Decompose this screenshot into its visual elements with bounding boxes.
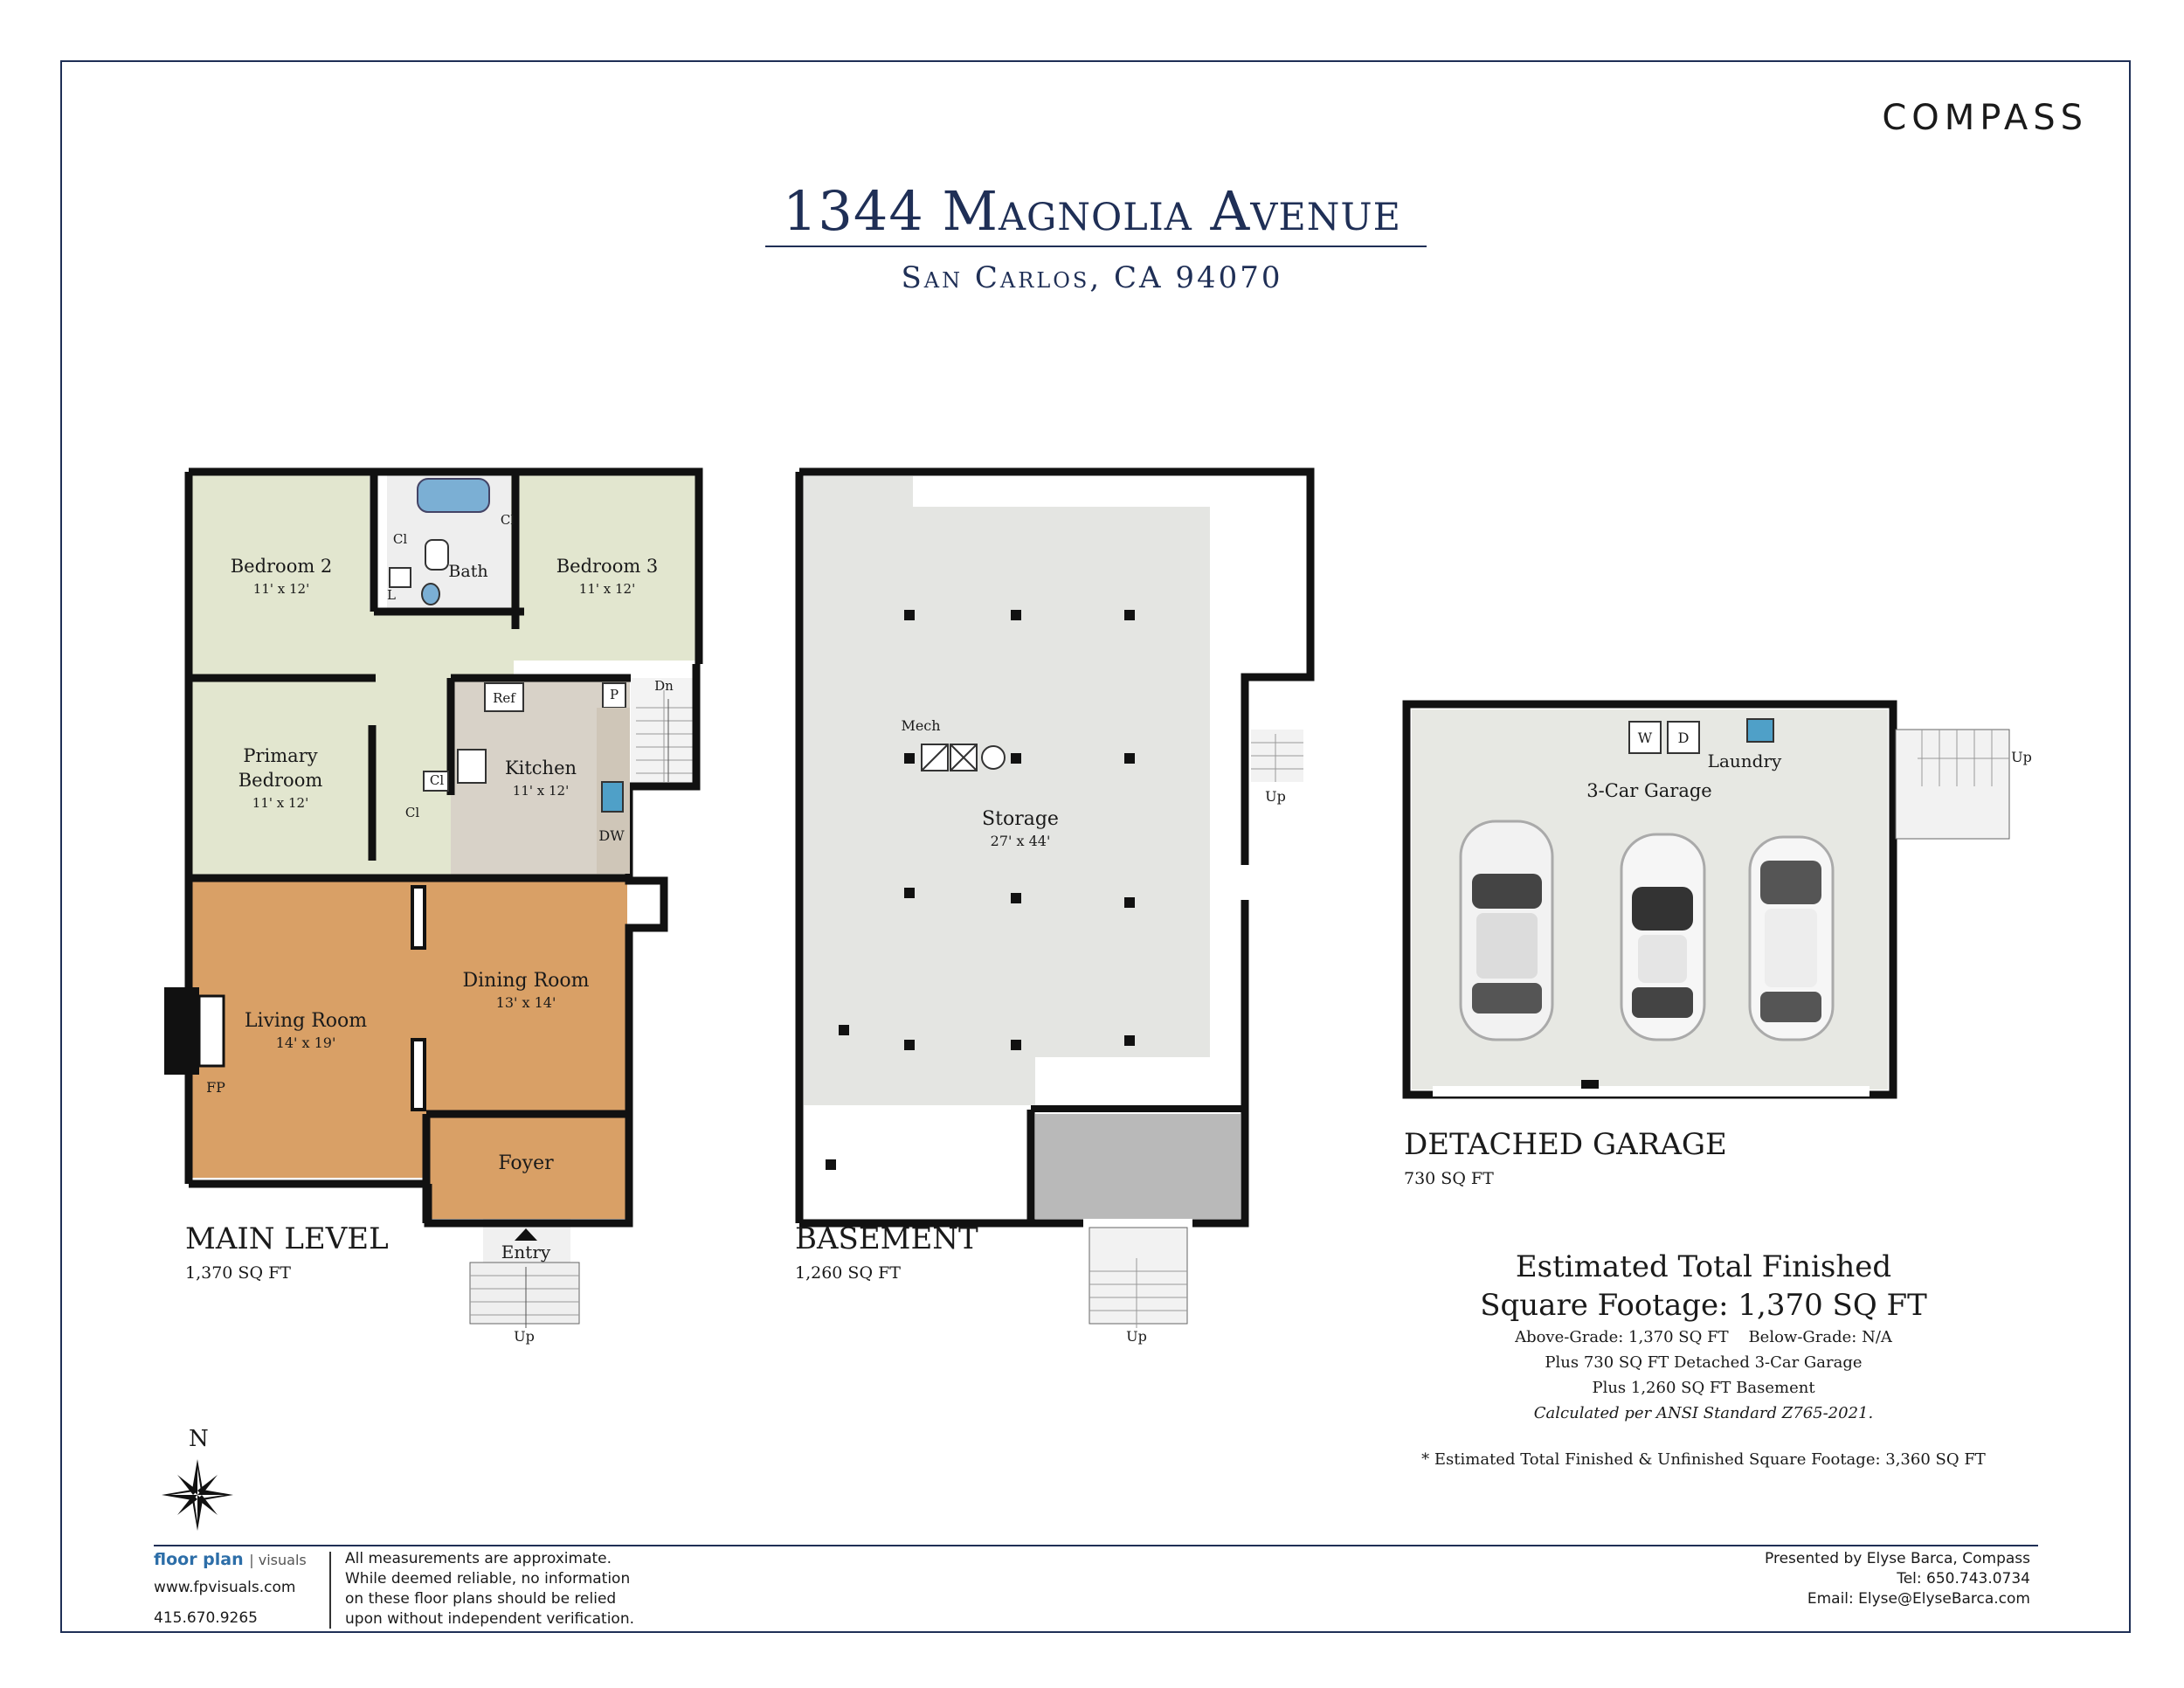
closet-label-bed3: Cl xyxy=(500,512,515,528)
disclaimer xyxy=(345,1549,634,1629)
disclaimer-line-1: All measurements are approximate. xyxy=(345,1550,612,1567)
car-3 xyxy=(1750,837,1833,1040)
summary-basement: Plus 1,260 SQ FT Basement xyxy=(1592,1379,1815,1397)
garage-room-label: 3-Car Garage xyxy=(1586,780,1712,801)
property-subtitle: San Carlos, CA 94070 xyxy=(901,260,1283,295)
washer-label: W xyxy=(1637,730,1653,746)
basement-sqft: 1,260 SQ FT xyxy=(795,1263,901,1283)
dishwasher-label: DW xyxy=(598,827,625,844)
stair-dn-label: Dn xyxy=(654,678,674,694)
compass-logo: COMPASS xyxy=(1882,98,2088,138)
agent-email: Email: Elyse@ElyseBarca.com xyxy=(1807,1590,2030,1608)
living-label: Living Room xyxy=(244,1010,368,1032)
agent-phone: Tel: 650.743.0734 xyxy=(1897,1570,2030,1588)
basement-stair-up-label: Up xyxy=(1126,1328,1147,1345)
dining-dim: 13' x 14' xyxy=(495,994,556,1011)
bedroom2-dim: 11' x 12' xyxy=(252,581,310,597)
fpvisuals-logo xyxy=(154,1550,307,1569)
property-title: 1344 Magnolia Avenue xyxy=(782,179,1402,243)
bedroom2-label: Bedroom 2 xyxy=(230,556,333,577)
laundry-label: Laundry xyxy=(1707,751,1782,771)
pantry-label: P xyxy=(609,687,619,702)
primary-dim: 11' x 12' xyxy=(252,795,309,811)
compass-rose-icon xyxy=(162,1459,233,1531)
sqft-summary xyxy=(1380,1248,2027,1426)
fp-brand-suffix: | visuals xyxy=(249,1552,307,1568)
disclaimer-line-3: on these floor plans should be relied xyxy=(345,1590,617,1608)
entry-label: Entry xyxy=(501,1242,551,1263)
closet-label-primary-2: Cl xyxy=(404,805,420,820)
kitchen-label: Kitchen xyxy=(504,758,577,778)
garage-sqft: 730 SQ FT xyxy=(1404,1169,1494,1188)
agent-contact xyxy=(1765,1549,2030,1609)
disclaimer-line-4: upon without independent verification. xyxy=(345,1610,634,1628)
disclaimer-line-2: While deemed reliable, no information xyxy=(345,1570,631,1588)
summary-above-below: Above-Grade: 1,370 SQ FT Below-Grade: N/A xyxy=(1515,1328,1892,1346)
garage-up-label: Up xyxy=(2011,749,2032,765)
mech-label: Mech xyxy=(901,717,941,734)
bedroom3-dim: 11' x 12' xyxy=(578,581,636,597)
foyer-label: Foyer xyxy=(498,1152,554,1174)
summary-line-2: Square Footage: 1,370 SQ FT xyxy=(1480,1288,1927,1323)
bedroom3-label: Bedroom 3 xyxy=(556,556,659,577)
ref-label: Ref xyxy=(493,690,515,706)
closet-label-primary: Cl xyxy=(429,772,445,788)
footer-divider xyxy=(329,1552,331,1629)
main-level-sqft: 1,370 SQ FT xyxy=(185,1263,291,1283)
kitchen-dim: 11' x 12' xyxy=(512,783,570,799)
total-note: * Estimated Total Finished & Unfinished Square Footage: 3,360 SQ FT xyxy=(1421,1450,1986,1469)
basement-up-label: Up xyxy=(1265,788,1286,805)
storage-label: Storage xyxy=(982,808,1059,830)
fireplace-label: FP xyxy=(206,1079,225,1096)
footer-rule xyxy=(154,1545,2038,1546)
primary-label-2: Bedroom xyxy=(238,770,323,791)
presented-by: Presented by Elyse Barca, Compass xyxy=(1765,1550,2030,1567)
entry-up-label: Up xyxy=(514,1328,535,1345)
storage-dim: 27' x 44' xyxy=(990,833,1051,849)
fp-website: www.fpvisuals.com xyxy=(154,1579,296,1596)
primary-label-1: Primary xyxy=(243,745,318,766)
fp-phone: 415.670.9265 xyxy=(154,1609,258,1627)
linen-label: L xyxy=(387,587,396,603)
summary-garage: Plus 730 SQ FT Detached 3-Car Garage xyxy=(1545,1353,1863,1372)
fp-brand-text: floor plan xyxy=(154,1550,244,1569)
summary-line-1: Estimated Total Finished xyxy=(1515,1249,1892,1284)
main-level-label: MAIN LEVEL xyxy=(185,1221,389,1256)
summary-calc: Calculated per ANSI Standard Z765-2021. xyxy=(1533,1404,1874,1422)
dryer-label: D xyxy=(1677,730,1690,746)
living-dim: 14' x 19' xyxy=(275,1034,336,1051)
basement-label: BASEMENT xyxy=(795,1221,978,1256)
car-2 xyxy=(1621,834,1704,1040)
closet-label-bath: Cl xyxy=(392,531,408,547)
north-label: N xyxy=(189,1426,209,1452)
car-1 xyxy=(1461,821,1552,1040)
bath-label: Bath xyxy=(448,562,488,581)
garage-label: DETACHED GARAGE xyxy=(1404,1127,1727,1162)
dining-label: Dining Room xyxy=(462,970,590,992)
